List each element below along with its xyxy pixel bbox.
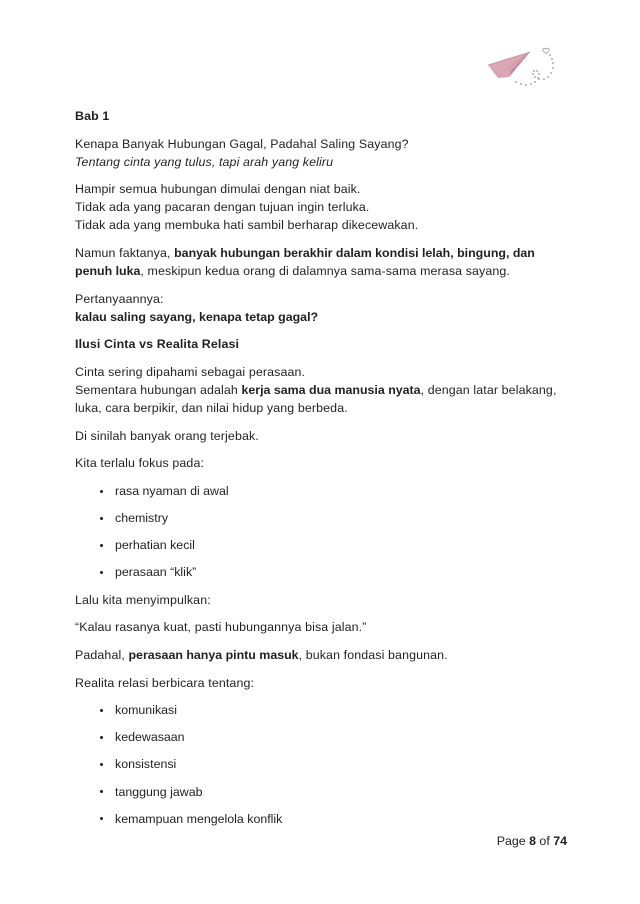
footer-total-pages: 74 — [553, 834, 567, 848]
list-item: chemistry — [75, 509, 567, 527]
reality-tail: , bukan fondasi bangunan. — [298, 648, 448, 663]
footer-middle: of — [535, 834, 554, 848]
list-item: kedewasaan — [75, 728, 567, 746]
fact-tail: , meskipun kedua orang di dalamnya sama-sama merasa sayang. — [140, 264, 510, 279]
footer-prefix: Page — [496, 834, 530, 848]
footer-page-number: 8 — [529, 834, 536, 848]
question-label: Pertanyaannya: — [75, 291, 164, 306]
love-paragraph — [75, 363, 567, 417]
document-title: Kenapa Banyak Hubungan Gagal, Padahal Saling Sayang? — [75, 136, 409, 151]
reality-paragraph — [75, 646, 567, 664]
paper-plane-decoration — [478, 36, 574, 98]
page-footer — [75, 833, 567, 849]
list-item: konsistensi — [75, 755, 567, 773]
focus-intro: Kita terlalu fokus pada: — [75, 456, 205, 471]
love-line-2 — [75, 381, 567, 417]
paper-plane-icon — [488, 52, 530, 78]
intro-line-2: Tidak ada yang pacaran dengan tujuan ingin terluka. — [75, 200, 370, 215]
list-item: tanggung jawab — [75, 783, 567, 801]
section-heading: Ilusi Cinta vs Realita Relasi — [75, 337, 240, 352]
reality-intro: Realita relasi berbicara tentang: — [75, 675, 255, 690]
list-item: rasa nyaman di awal — [75, 482, 567, 500]
intro-line-3: Tidak ada yang membuka hati sambil berharap dikecewakan. — [75, 218, 419, 233]
conclude-quote: “Kalau rasanya kuat, pasti hubungannya bisa jalan.” — [75, 620, 367, 635]
intro-line-1: Hampir semua hubungan dimulai dengan niat baik. — [75, 182, 361, 197]
document-body — [75, 107, 567, 828]
question-block — [75, 290, 567, 326]
fact-paragraph — [75, 244, 567, 280]
title-block — [75, 135, 567, 171]
document-subtitle: Tentang cinta yang tulus, tapi arah yang keliru — [75, 154, 334, 169]
list-item: kemampuan mengelola konflik — [75, 810, 567, 828]
list-item: perhatian kecil — [75, 536, 567, 554]
conclude-intro: Lalu kita menyimpulkan: — [75, 592, 211, 607]
question-bold: kalau saling sayang, kenapa tetap gagal? — [75, 309, 319, 324]
fact-lead: Namun faktanya, — [75, 246, 175, 261]
intro-paragraph — [75, 180, 567, 234]
list-item: komunikasi — [75, 701, 567, 719]
love-line-2-lead: Sementara hubungan adalah — [75, 383, 242, 398]
focus-bullet-list — [75, 482, 567, 581]
love-line-2-bold: kerja sama dua manusia nyata — [241, 383, 421, 398]
love-line-1: Cinta sering dipahami sebagai perasaan. — [75, 365, 306, 380]
reality-lead: Padahal, — [75, 648, 129, 663]
heart-icon — [543, 48, 549, 53]
reality-bold: perasaan hanya pintu masuk — [128, 648, 299, 663]
reality-bullet-list — [75, 701, 567, 827]
trapped-paragraph: Di sinilah banyak orang terjebak. — [75, 428, 259, 443]
fact-bold: banyak hubungan berakhir dalam kondisi lelah, bingung, dan penuh luka — [75, 246, 535, 279]
chapter-label: Bab 1 — [75, 109, 110, 123]
list-item: perasaan “klik” — [75, 563, 567, 581]
love-line-2-tail: , dengan latar belakang, luka, cara berpikir, dan nilai hidup yang berbeda. — [75, 383, 557, 416]
